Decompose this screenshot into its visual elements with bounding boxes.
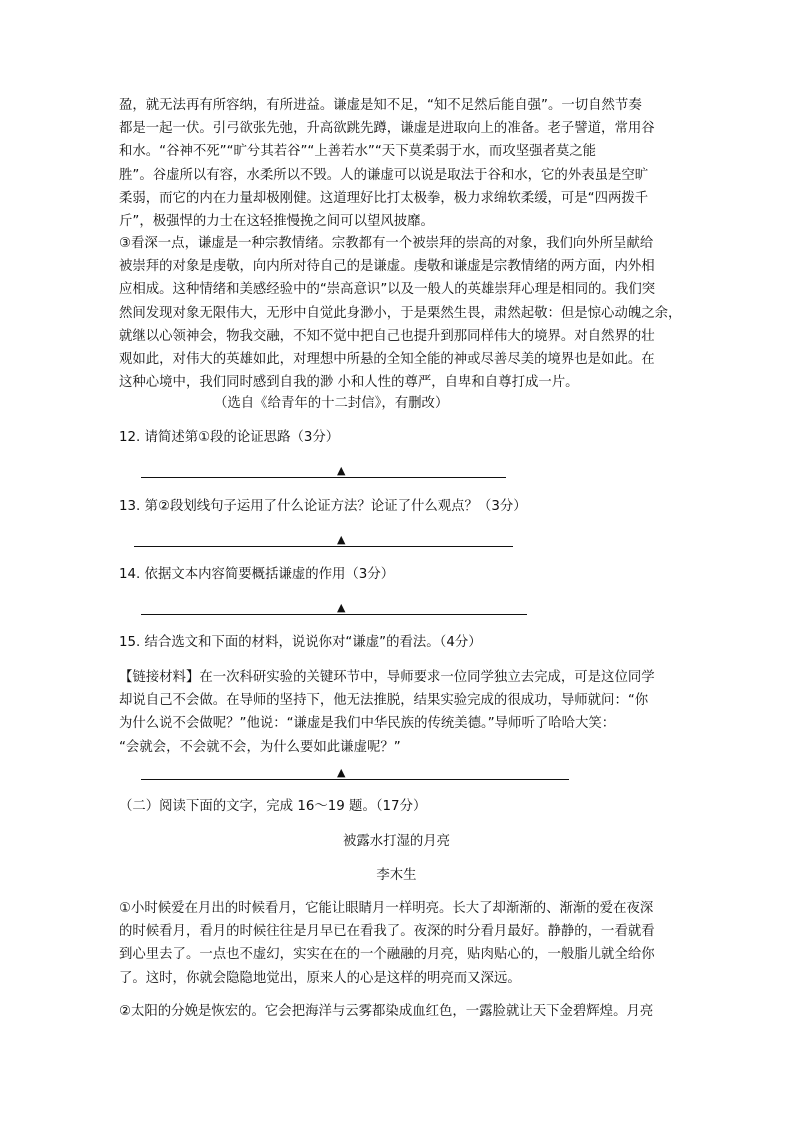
text-line: 到心里去了。一点也不虚幻，实实在在的一个融融的月亮，贴肉贴心的，一般脂儿就全给你 [119, 947, 655, 963]
text-line: 【链接材料】在一次科研实验的关键环节中，导师要求一位同学独立去完成，可是这位同学 [119, 670, 655, 685]
text-line: 柔弱，而它的内在力量却极刚健。这道理好比打太极拳，极力求绵软柔缓，可是“四两拨千 [119, 190, 649, 206]
text-line: 被崇拜的对象是虔敬，向内所对待自己的是谦虚。虔敬和谦虚是宗教情绪的两方面，内外相 [119, 259, 655, 275]
text-line: ③看深一点，谦虚是一种宗教情绪。宗教都有一个被崇拜的崇高的对象，我们向外所呈献给 [119, 236, 654, 251]
article-paragraph-2 [119, 1000, 679, 1023]
answer-line-15[interactable] [141, 779, 569, 780]
text-line: 都是一起一伏。引弓欲张先弛，升高欲跳先蹲，谦虚是进取向上的准备。老子譬道，常用谷 [119, 121, 655, 137]
text-line: ②太阳的分娩是恢宏的。它会把海洋与云雾都染成血红色，一露脸就让天下金碧辉煌。月亮 [119, 1004, 654, 1019]
text-line: “会就会，不会就不会，为什么要如此谦虚呢？” [119, 739, 401, 755]
text-line: 应相成。这种情绪和美感经验中的“崇高意识”以及一般人的英雄崇拜心理是相同的。我们突 [119, 282, 656, 298]
text-line: 斤”，极强悍的力士在这轻推慢挽之间可以望风披靡。 [119, 214, 434, 230]
text-line: 观如此，对伟大的英雄如此，对理想中所悬的全知全能的神或尽善尽美的境界也是如此。在 [119, 352, 655, 368]
question-14: 14. 依据文本内容简要概括谦虚的作用（3分） [119, 567, 395, 582]
passage-source: （选自《给青年的十二封信》，有删改） [214, 396, 449, 411]
answer-marker: ▲ [337, 533, 346, 546]
text-line: 盈，就无法再有所容纳，有所进益。谦虚是知不足，“知不足然后能自强”。一切自然节奏 [119, 98, 642, 113]
text-line: ①小时候爱在月出的时候看月，它能让眼睛月一样明亮。长大了却渐渐的、渐渐的爱在夜深 [119, 901, 654, 916]
text-line: 却说自己不会做。在导师的坚持下，他无法推脱，结果实验完成的很成功，导师就问：“你 [119, 693, 649, 709]
answer-line-14[interactable] [141, 614, 527, 615]
question-15: 15. 结合选文和下面的材料，说说你对“谦虚”的看法。（4分） [119, 635, 482, 650]
question-12: 12. 请简述第①段的论证思路（3分） [119, 430, 340, 445]
text-line: 了。这时，你就会隐隐地觉出，原来人的心是这样的明亮而又深远。 [119, 970, 521, 986]
answer-line-13[interactable] [134, 546, 513, 547]
text-line: 的时候看月，看月的时候往往是月早已在看我了。夜深的时分看月最好。静静的，一看就看 [119, 924, 655, 940]
section-2-heading: （二）阅读下面的文字，完成 16～19 题。（17分） [119, 799, 427, 814]
passage-paragraph-2-continued [119, 94, 679, 233]
answer-marker: ▲ [337, 601, 346, 614]
text-line: 胜”。谷虚所以有容，水柔所以不毁。人的谦虚可以说是取法于谷和水，它的外表虽是空旷 [119, 167, 649, 183]
text-line: 就继以心领神会，物我交融，不知不觉中把自己也提升到那同样伟大的境界。对自然界的壮 [119, 328, 655, 344]
text-line: 这种心境中，我们同时感到自我的渺 小和人性的尊严，自卑和自尊打成一片。 [119, 375, 579, 391]
article-paragraph-1 [119, 897, 679, 990]
article-author: 李木生 [376, 868, 417, 883]
answer-marker: ▲ [337, 766, 346, 779]
text-line: 为什么说不会做呢？”他说：“谦虚是我们中华民族的传统美德。”导师听了哈哈大笑： [119, 716, 616, 732]
question-13: 13. 第②段划线句子运用了什么论证方法？论证了什么观点？（3分） [119, 499, 527, 514]
text-line: 然间发现对象无限伟大，无形中自觉此身渺小，于是栗然生畏，肃然起敬：但是惊心动魄之余， [119, 305, 682, 321]
passage-paragraph-3 [119, 232, 682, 394]
linked-material [119, 666, 679, 759]
answer-marker: ▲ [337, 464, 346, 477]
text-line: 和水。“谷神不死”“旷兮其若谷”“上善若水”“天下莫柔弱于水，而攻坚强者莫之能 [119, 144, 597, 160]
article-title: 被露水打湿的月亮 [342, 834, 451, 849]
answer-line-12[interactable] [141, 477, 506, 478]
